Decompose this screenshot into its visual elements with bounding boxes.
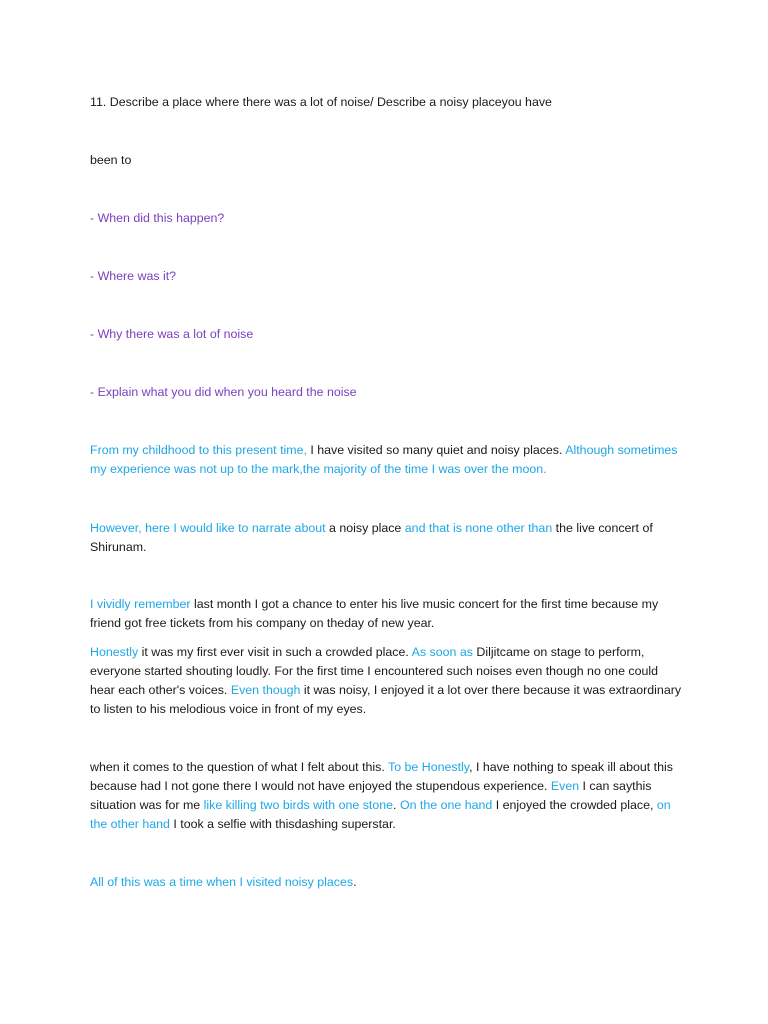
phrase: However, here I would like to narrate about xyxy=(90,521,326,535)
text-run: I have visited so many quiet and noisy places. xyxy=(306,443,566,457)
text-run: . xyxy=(353,875,357,889)
phrase: As soon as xyxy=(411,645,473,659)
phrase: I vividly remember xyxy=(90,597,191,611)
phrase: Even though xyxy=(230,683,301,697)
phrase: To be Honestly xyxy=(388,760,470,774)
prompt-why: - Why there was a lot of noise xyxy=(90,327,254,341)
paragraph-memory xyxy=(90,595,682,633)
paragraph-visit xyxy=(90,643,682,719)
paragraph-topic xyxy=(90,519,682,557)
prompt-when: - When did this happen? xyxy=(90,211,225,225)
phrase: like killing two birds with one stone xyxy=(203,798,394,812)
question-title-line-1: 11. Describe a place where there was a lot of noise/ Describe a noisy placeyou have xyxy=(90,95,552,109)
text-run: last month I got a chance to enter his live music concert for the first time because my friend got free tickets from his company on theday of new year. xyxy=(90,597,659,630)
phrase: Even xyxy=(550,779,580,793)
paragraph-intro xyxy=(90,441,682,479)
phrase: Honestly xyxy=(90,645,139,659)
phrase: On the one hand xyxy=(399,798,493,812)
text-run: . xyxy=(393,798,400,812)
text-run: I enjoyed the crowded place, xyxy=(492,798,657,812)
phrase: and that is none other than xyxy=(404,521,553,535)
text-run: it was my first ever visit in such a crowded place. xyxy=(138,645,412,659)
text-run: Diljitcame on stage to perform, everyone started shouting loudly. For the first time I encountered such noises even though no one could hear each other's voices. xyxy=(90,645,659,697)
phrase: All of this was a time when I visited noisy places xyxy=(90,875,354,889)
text-run: a noisy place xyxy=(325,521,405,535)
phrase: From my childhood to this present time, xyxy=(90,443,307,457)
text-run: I took a selfie with thisdashing superstar. xyxy=(169,817,396,831)
paragraph-conclusion xyxy=(90,873,682,892)
prompt-explain: - Explain what you did when you heard the noise xyxy=(90,385,357,399)
text-run: the live concert of Shirunam. xyxy=(90,521,653,554)
text-run: I can saythis situation was for me xyxy=(90,779,652,812)
phrase: on the other hand xyxy=(90,798,671,831)
phrase: Although sometimes my experience was not up to the mark,the majority of the time I was over the moon. xyxy=(90,443,678,476)
text-run: when it comes to the question of what I felt about this. xyxy=(90,760,389,774)
text-run: , I have nothing to speak ill about this because had I not gone there I would not have enjoyed the stupendous experience. xyxy=(90,760,673,793)
text-run: it was noisy, I enjoyed it a lot over there because it was extraordinary to listen to his melodious voice in front of my eyes. xyxy=(90,683,682,716)
prompt-where: - Where was it? xyxy=(90,269,177,283)
question-title-line-2: been to xyxy=(90,153,132,167)
paragraph-feelings xyxy=(90,758,682,834)
